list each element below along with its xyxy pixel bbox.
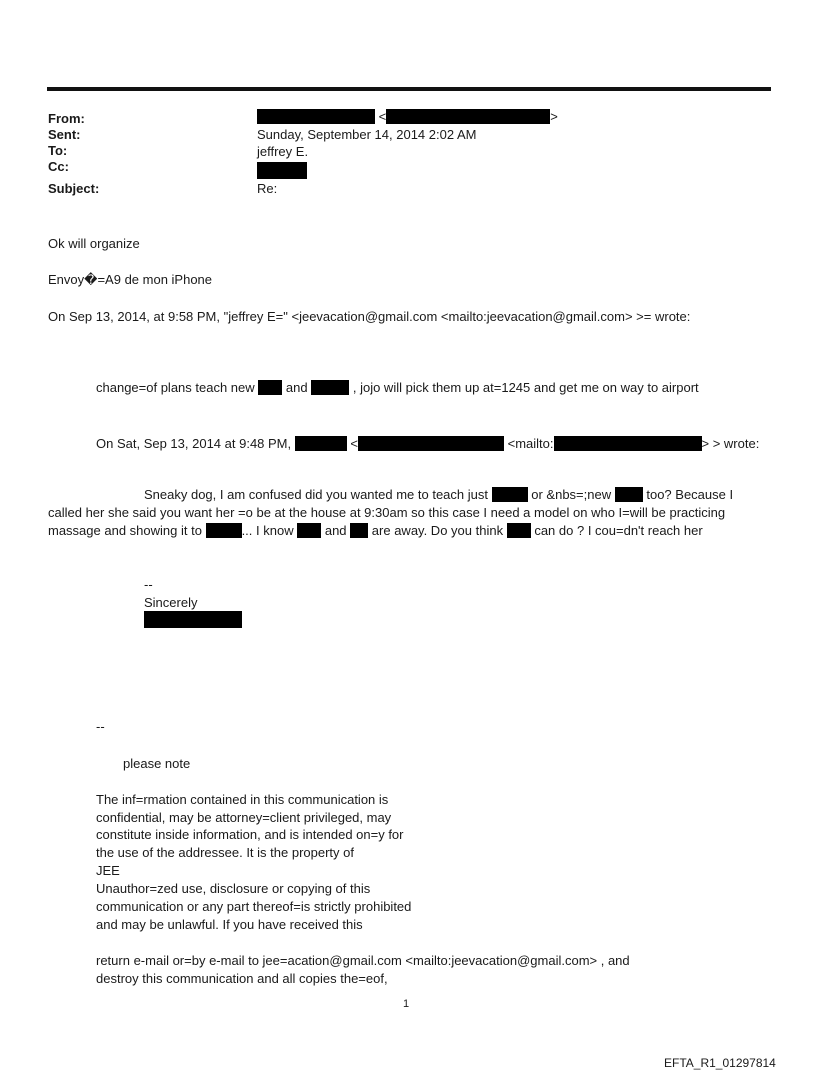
change-text-c: , jojo will pick them up at=1245 and get me on way to airport: [352, 380, 699, 395]
notice-line: constitute inside information, and is intended on=y for: [96, 827, 404, 842]
page-number: 1: [403, 998, 410, 1010]
bates-number: EFTA_R1_01297814: [664, 1056, 776, 1070]
notice-line: Unauthor=zed use, disclosure or copying of this: [96, 881, 371, 896]
cc-label: Cc:: [48, 159, 69, 174]
redaction-block: [615, 487, 643, 502]
sneaky-text-3c: and: [324, 523, 347, 538]
header-rule: [47, 87, 771, 91]
redaction-block: [258, 380, 282, 395]
sneaky-line-3: [48, 523, 703, 538]
notice-return-line: return e-mail or=by e-mail to jee=acation@gmail.com <mailto:jeevacation@gmail.com> , and: [96, 953, 630, 968]
quote-text-d: > > wrote:: [701, 436, 760, 451]
to-value: jeffrey E.: [257, 144, 309, 159]
sneaky-line-2: called her she said you want her =o be at the house at 9:30am so this case I need a model on who I=will be practicing: [48, 505, 726, 520]
sent-label: Sent:: [48, 127, 81, 142]
quote-text-c: <mailto:: [507, 436, 554, 451]
sent-value: Sunday, September 14, 2014 2:02 AM: [257, 127, 477, 142]
from-value: [257, 109, 558, 124]
sneaky-text-3d: are away. Do you think: [371, 523, 504, 538]
body-line-2: Envoy�=A9 de mon iPhone: [48, 272, 213, 287]
notice-line: the use of the addressee. It is the property of: [96, 845, 354, 860]
sneaky-text-1c: too? Because I: [646, 487, 734, 502]
notice-line: and may be unlawful. If you have received this: [96, 917, 363, 932]
subject-value: Re:: [257, 181, 278, 196]
redaction-block: [297, 523, 321, 538]
sneaky-text-1a: Sneaky dog, I am confused did you wanted me to teach just: [144, 487, 488, 502]
notice-line: communication or any part thereof=is strictly prohibited: [96, 899, 412, 914]
from-gt: >: [550, 109, 558, 124]
sneaky-text-3e: can do ? I cou=dn't reach her: [534, 523, 703, 538]
redaction-block: [295, 436, 347, 451]
sneaky-text-3a: massage and showing it to: [48, 523, 202, 538]
from-label: From:: [48, 111, 85, 126]
notice-line: confidential, may be attorney=client privileged, may: [96, 810, 392, 825]
change-text-b: and: [285, 380, 308, 395]
redaction-block: [492, 487, 528, 502]
body-line-1: Ok will organize: [48, 236, 140, 251]
quote-text-b: <: [350, 436, 358, 451]
redaction-block: [206, 523, 242, 538]
quote-text-a: On Sat, Sep 13, 2014 at 9:48 PM,: [96, 436, 292, 451]
sneaky-text-1b: or &nbs=;new: [531, 487, 612, 502]
redaction-block: [358, 436, 504, 451]
redaction-block: [311, 380, 349, 395]
redaction-block: [507, 523, 531, 538]
signature-sincerely: Sincerely: [144, 595, 198, 610]
cc-redaction: [257, 162, 307, 179]
notice-dashes: --: [96, 719, 105, 734]
to-label: To:: [48, 143, 68, 158]
redaction-block: [350, 523, 368, 538]
notice-line: JEE: [96, 863, 120, 878]
subject-label: Subject:: [48, 181, 100, 196]
change-text-a: change=of plans teach new: [96, 380, 255, 395]
quote-line: [96, 436, 759, 451]
from-lt: <: [378, 109, 387, 124]
signature-dashes: --: [144, 577, 153, 592]
change-line: [96, 380, 699, 395]
body-line-3: On Sep 13, 2014, at 9:58 PM, "jeffrey E=" <jeevacation@gmail.com <mailto:jeevacation@gmail.com> >= wrote:: [48, 309, 691, 324]
redaction-block: [554, 436, 702, 451]
notice-line: The inf=rmation contained in this communication is: [96, 792, 389, 807]
please-note: please note: [123, 756, 191, 771]
signature-redaction: [144, 611, 242, 628]
sneaky-text-3b: ... I know: [241, 523, 294, 538]
notice-destroy-line: destroy this communication and all copies the=eof,: [96, 971, 388, 986]
redaction-block: [257, 109, 375, 124]
sneaky-line-1: [144, 487, 733, 502]
redaction-block: [386, 109, 550, 124]
